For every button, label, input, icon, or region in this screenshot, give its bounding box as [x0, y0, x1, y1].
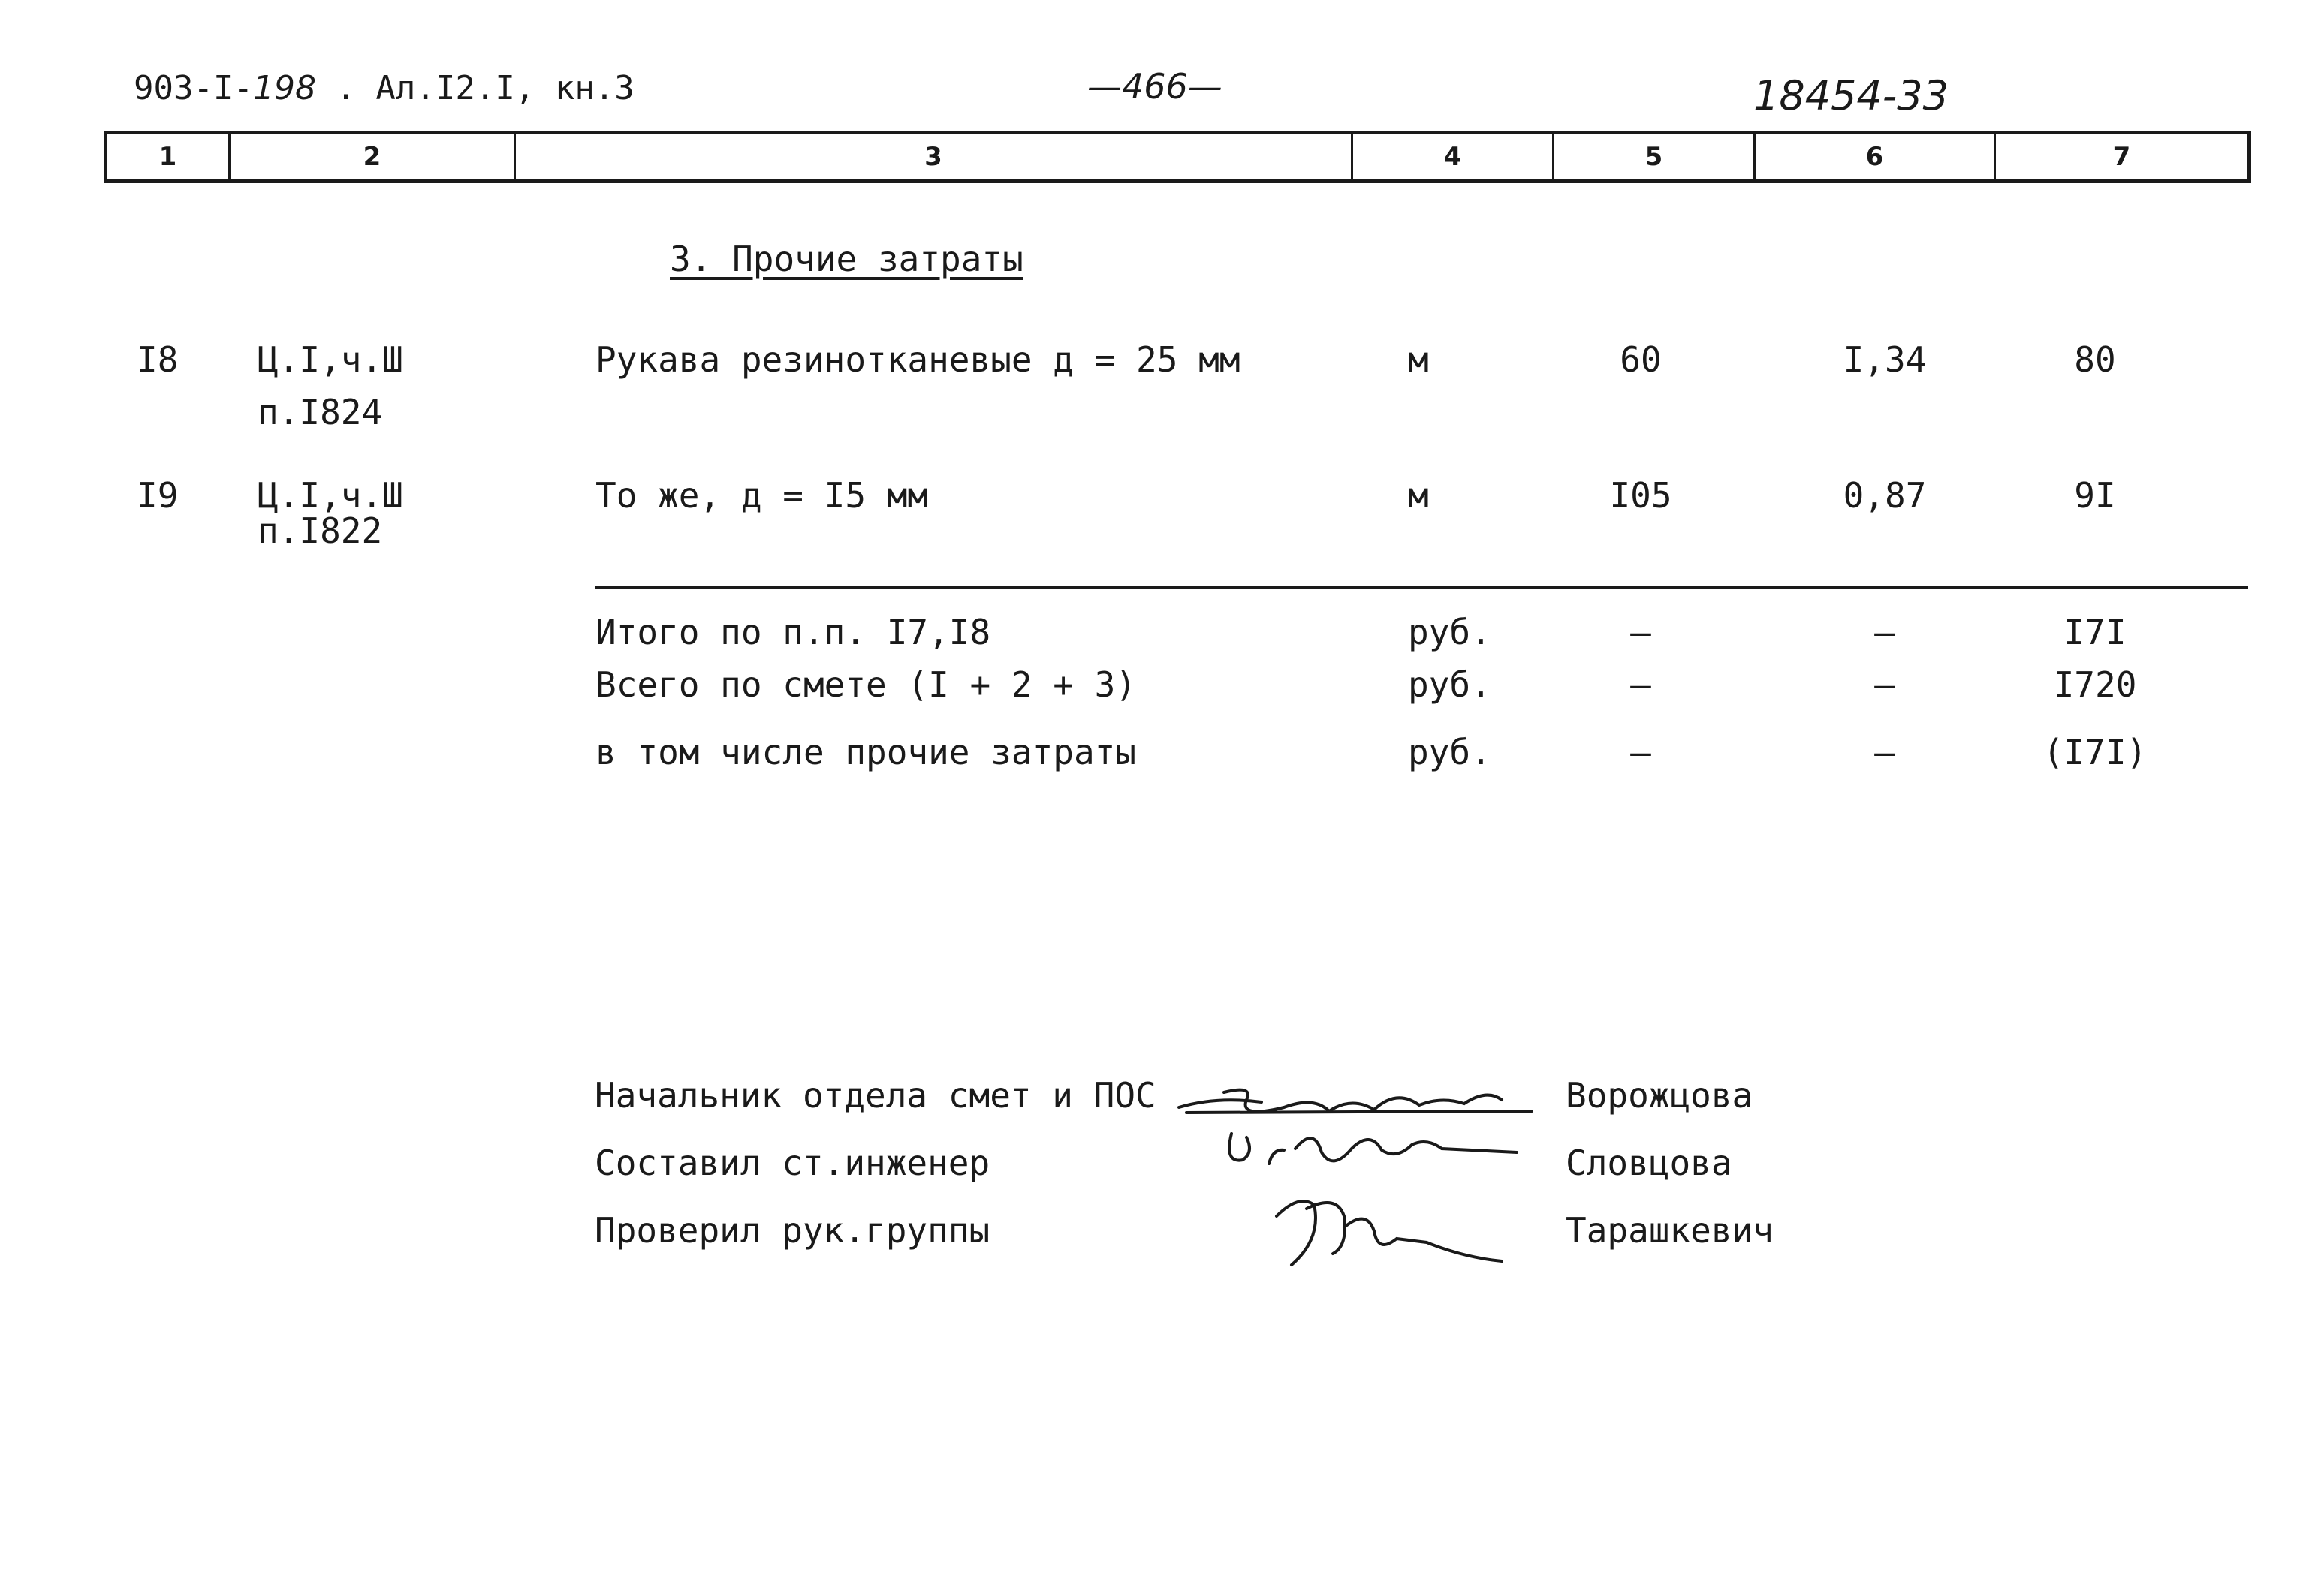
totals-label: Итого по п.п. I7,I8 [595, 612, 991, 652]
totals-label: Всего по смете (I + 2 + 3) [595, 664, 1137, 705]
totals-quantity: – [1630, 664, 1651, 705]
signature-name: Словцова [1566, 1143, 1732, 1183]
totals-price: – [1874, 732, 1895, 772]
row-total: 80 [2074, 339, 2116, 380]
row-reference-item: п.I824 [258, 392, 383, 432]
signature-name: Тарашкевич [1566, 1210, 1774, 1251]
row-unit: м [1408, 339, 1429, 380]
column-header-row [104, 131, 2251, 183]
column-header-3: 3 [516, 134, 1353, 179]
row-total: 9I [2074, 475, 2116, 516]
row-quantity: 60 [1620, 339, 1662, 380]
section-title: 3. Прочие затраты [670, 239, 1023, 279]
row-price: 0,87 [1843, 475, 1927, 516]
handwritten-signatures [1171, 1066, 1569, 1291]
document-code [134, 69, 635, 107]
signature-name: Ворожцова [1566, 1075, 1753, 1116]
totals-unit: руб. [1408, 732, 1491, 772]
totals-price: – [1874, 612, 1895, 652]
column-header-5: 5 [1554, 134, 1756, 179]
totals-unit: руб. [1408, 664, 1491, 705]
totals-total: (I7I) [2042, 732, 2148, 772]
totals-total: I720 [2053, 664, 2137, 705]
document-code-suffix: . Ал.I2.I, кн.3 [336, 69, 635, 107]
signature-mark-2 [1229, 1134, 1517, 1164]
document-code-prefix: 903-I- [134, 69, 253, 107]
row-description: Рукава резинотканевые д = 25 мм [595, 339, 1240, 380]
column-header-6: 6 [1756, 134, 1996, 179]
row-reference-item: п.I822 [258, 510, 383, 551]
column-header-7: 7 [2112, 142, 2131, 172]
row-reference: Ц.I,ч.Ш [258, 475, 403, 516]
column-header-2: 2 [231, 134, 516, 179]
totals-price: – [1874, 664, 1895, 705]
signature-mark-1 [1179, 1090, 1532, 1113]
document-number: 18454-33 [1753, 72, 1949, 119]
row-quantity: I05 [1609, 475, 1672, 516]
totals-quantity: – [1630, 612, 1651, 652]
signature-mark-3 [1277, 1201, 1502, 1265]
row-price: I,34 [1843, 339, 1927, 380]
column-header-4: 4 [1353, 134, 1554, 179]
totals-label: в том числе прочие затраты [595, 732, 1137, 772]
row-unit: м [1408, 475, 1429, 516]
signature-role: Составил ст.инженер [595, 1143, 990, 1183]
totals-quantity: – [1630, 732, 1651, 772]
signature-role: Начальник отдела смет и ПОС [595, 1075, 1156, 1116]
row-reference: Ц.I,ч.Ш [258, 339, 403, 380]
totals-total: I7I [2063, 612, 2127, 652]
document-code-handwritten: 198 [252, 69, 316, 107]
page-number: —466— [1087, 66, 1222, 107]
row-number: I8 [137, 339, 179, 380]
totals-divider [595, 586, 2248, 589]
row-description: То же, д = I5 мм [595, 475, 929, 516]
totals-unit: руб. [1408, 612, 1491, 652]
column-header-1: 1 [107, 134, 231, 179]
row-number: I9 [137, 475, 179, 516]
signature-role: Проверил рук.группы [595, 1210, 990, 1251]
